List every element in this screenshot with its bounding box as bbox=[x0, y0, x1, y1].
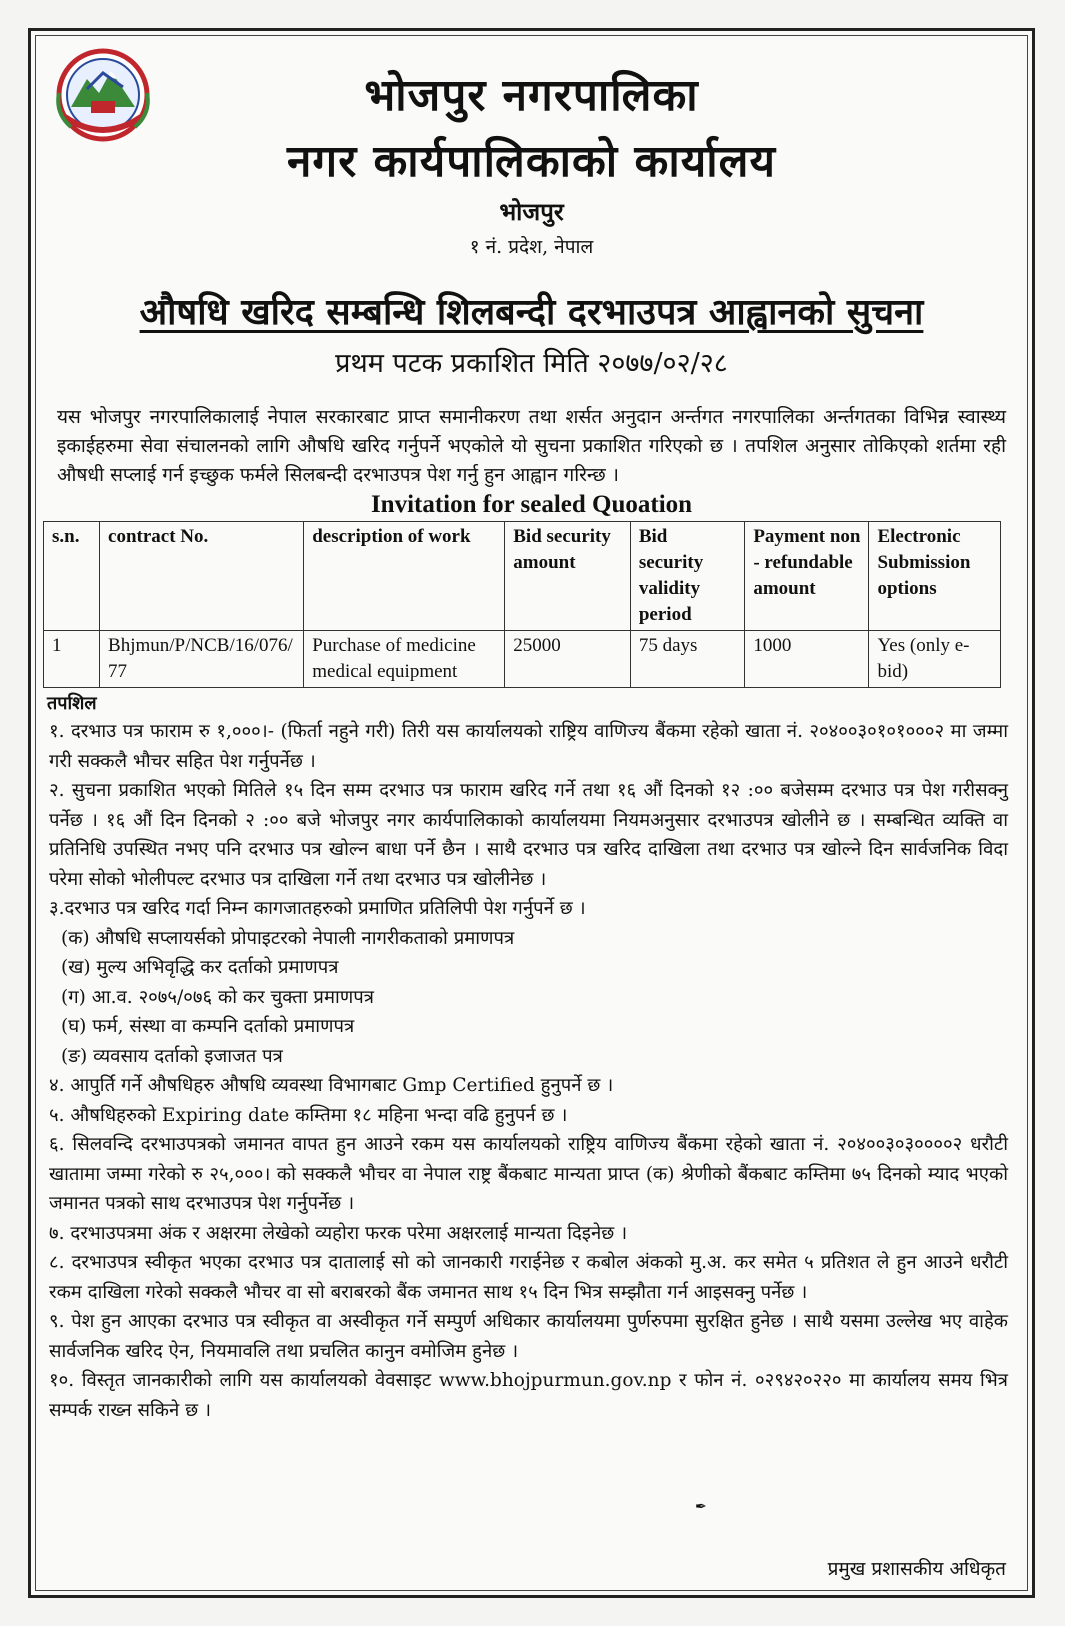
terms-list bbox=[49, 717, 1008, 1425]
term-5: ५. औषधिहरुको Expiring date कम्तिमा १८ महिना भन्दा वढि हुनुपर्न छ । bbox=[49, 1104, 568, 1126]
notice-sheet bbox=[28, 28, 1035, 1598]
invitation-title: Invitation for sealed Quoation bbox=[370, 491, 693, 518]
term-7: ७. दरभाउपत्रमा अंक र अक्षरमा लेखेको व्यहोरा फरक परेमा अक्षरलाई मान्यता दिइनेछ । bbox=[49, 1222, 628, 1244]
term-3-item: (क) औषधि सप्लायर्सको प्रोपाइटरको नेपाली नागरीकताको प्रमाणपत्र bbox=[61, 927, 515, 949]
cell-payment: 1000 bbox=[745, 631, 869, 688]
term-9: ९. पेश हुन आएका दरभाउ पत्र स्वीकृत वा अस्वीकृत गर्ने सम्पुर्ण अधिकार कार्यालयमा पुर्णरुपमा सुरक्षित हुनेछ । साथै यसमा उल्लेख भए वाहेक सार्वजनिक खरिद ऐन, नियमावलि तथा प्रचलित कानुन वमोजिम हुनेछ । bbox=[49, 1311, 1008, 1362]
term-3-item: (ङ) व्यवसाय दर्ताको इजाजत पत्र bbox=[61, 1045, 283, 1067]
org-name: भोजपुर नगरपालिका bbox=[364, 70, 699, 121]
col-description: description of work bbox=[304, 522, 505, 631]
location: भोजपुर bbox=[499, 197, 564, 226]
col-submission: Electronic Submission options bbox=[869, 522, 1001, 631]
term-3-item: (घ) फर्म, संस्था वा कम्पनि दर्ताको प्रमाणपत्र bbox=[61, 1016, 355, 1037]
col-payment: Payment non - refundable amount bbox=[745, 522, 869, 631]
term-2: २. सुचना प्रकाशित भएको मितिले १५ दिन सम्म दरभाउ पत्र फाराम खरिद गर्ने तथा १६ औं दिनको १२ :०० बजेसम्म दरभाउ पत्र पेश गरीसक्नु पर्नेछ । १६ औं दिन दिनको २ :०० बजे भोजपुर नगर कार्यपालिकाको कार्यालयमा नियमअनुसार दरभाउपत्र खोलीने छ । सम्बन्धित व्यक्ति वा प्रतिनिधि उपस्थित नभए पनि दरभाउ पत्र खोल्न बाधा पर्ने छैन । साथै दरभाउ पत्र खरिद दाखिला तथा दरभाउ पत्र खोल्ने दिन सार्वजनिक विदा परेमा सोको भोलीपल्ट दरभाउ पत्र दाखिला गर्ने तथा दरभाउ पत्र खोलीनेछ । bbox=[49, 780, 1008, 890]
province: १ नं. प्रदेश, नेपाल bbox=[469, 236, 594, 258]
notice-title: औषधि खरिद सम्बन्धि शिलबन्दी दरभाउपत्र आह्वानको सुचना bbox=[139, 291, 924, 333]
cell-description: Purchase of medicine medical equipment bbox=[304, 631, 505, 688]
col-bid-validity: Bid security validity period bbox=[630, 522, 744, 631]
table-row bbox=[44, 631, 1001, 688]
cell-bid-security-amount: 25000 bbox=[505, 631, 631, 688]
term-8: ८. दरभाउपत्र स्वीकृत भएका दरभाउ पत्र दातालाई सो को जानकारी गराईनेछ र कबोल अंकको मु.अ. कर समेत ५ प्रतिशत ले हुन आउने धरौटी रकम दाखिला गरेको सक्कलै भौचर वा सो बराबरको बैंक जमानत साथ १५ दिन भित्र सम्झौता गर्न आइसक्नु पर्नेछ । bbox=[49, 1252, 1008, 1303]
term-3-item: (ग) आ.व. २०७५/०७६ को कर चुक्ता प्रमाणपत्र bbox=[61, 986, 374, 1008]
table-header-row bbox=[44, 522, 1001, 631]
term-3-item: (ख) मुल्य अभिवृद्धि कर दर्ताको प्रमाणपत्र bbox=[61, 957, 339, 978]
term-6: ६. सिलवन्दि दरभाउपत्रको जमानत वापत हुन आउने रकम यस कार्यालयको राष्ट्रिय वाणिज्य बैंकमा रहेको खाता नं. २०४००३०३००००२ धरौटी खातामा जम्मा गरेको रु २५,०००। को सक्कलै भौचर वा नेपाल राष्ट्र बैंकबाट मान्यता प्राप्त (क) श्रेणीको बैंकबाट कम्तिमा ७५ दिनको म्याद भएको जमानत पत्रको साथ दरभाउपत्र पेश गर्नुपर्नेछ । bbox=[49, 1134, 1008, 1214]
col-sn: s.n. bbox=[44, 522, 100, 631]
quotation-table bbox=[43, 521, 1001, 688]
col-bid-security-amount: Bid security amount bbox=[505, 522, 631, 631]
cell-bid-validity: 75 days bbox=[630, 631, 744, 688]
intro-paragraph: यस भोजपुर नगरपालिकालाई नेपाल सरकारबाट प्राप्त समानीकरण तथा शर्सत अनुदान अर्न्तगत नगरपालिका अर्न्तगतका विभिन्न स्वास्थ्य इकाईहरुमा सेवा संचालनको लागि औषधि खरिद गर्नुपर्ने भएकोले यो सुचना प्रकाशित गरिएको छ । तपशिल अनुसार तोकिएको शर्तमा रही औषधी सप्लाई गर्न इच्छुक फर्मले सिलबन्दी दरभाउपत्र पेश गर्नु हुन आह्वान गरिन्छ । bbox=[57, 406, 1006, 486]
term-3: ३.दरभाउ पत्र खरिद गर्दा निम्न कागजातहरुको प्रमाणित प्रतिलिपी पेश गर्नुपर्ने छ । bbox=[49, 898, 586, 919]
cell-submission: Yes (only e-bid) bbox=[869, 631, 1001, 688]
cell-contract-no: Bhjmun/P/NCB/16/076/77 bbox=[100, 631, 304, 688]
cell-sn: 1 bbox=[44, 631, 100, 688]
col-contract-no: contract No. bbox=[100, 522, 304, 631]
terms-heading: तपशिल bbox=[47, 693, 97, 714]
office-name: नगर कार्यपालिकाको कार्यालय bbox=[287, 136, 776, 187]
term-10: १०. विस्तृत जानकारीको लागि यस कार्यालयको वेवसाइट www.bhojpurmun.gov.np र फोन नं. ०२९४२०२२० मा कार्यालय समय भित्र सम्पर्क राख्न सकिने छ । bbox=[49, 1370, 1008, 1421]
published-date: प्रथम पटक प्रकाशित मिति २०७७/०२/२८ bbox=[335, 348, 728, 379]
term-4: ४. आपुर्ति गर्ने औषधिहरु औषधि व्यवस्था विभागबाट Gmp Certified हुनुपर्ने छ । bbox=[49, 1075, 614, 1096]
term-1: १. दरभाउ पत्र फाराम रु १,०००।- (फिर्ता नहुने गरी) तिरी यस कार्यालयको राष्ट्रिय वाणिज्य बैंकमा रहेको खाता नं. २०४००३०१०१०००२ मा जम्मा गरी सक्कलै भौचर सहित पेश गर्नुपर्नेछ । bbox=[49, 721, 1008, 772]
ink-mark: ✒ bbox=[695, 1499, 707, 1515]
signatory: प्रमुख प्रशासकीय अधिकृत bbox=[827, 1558, 1006, 1580]
